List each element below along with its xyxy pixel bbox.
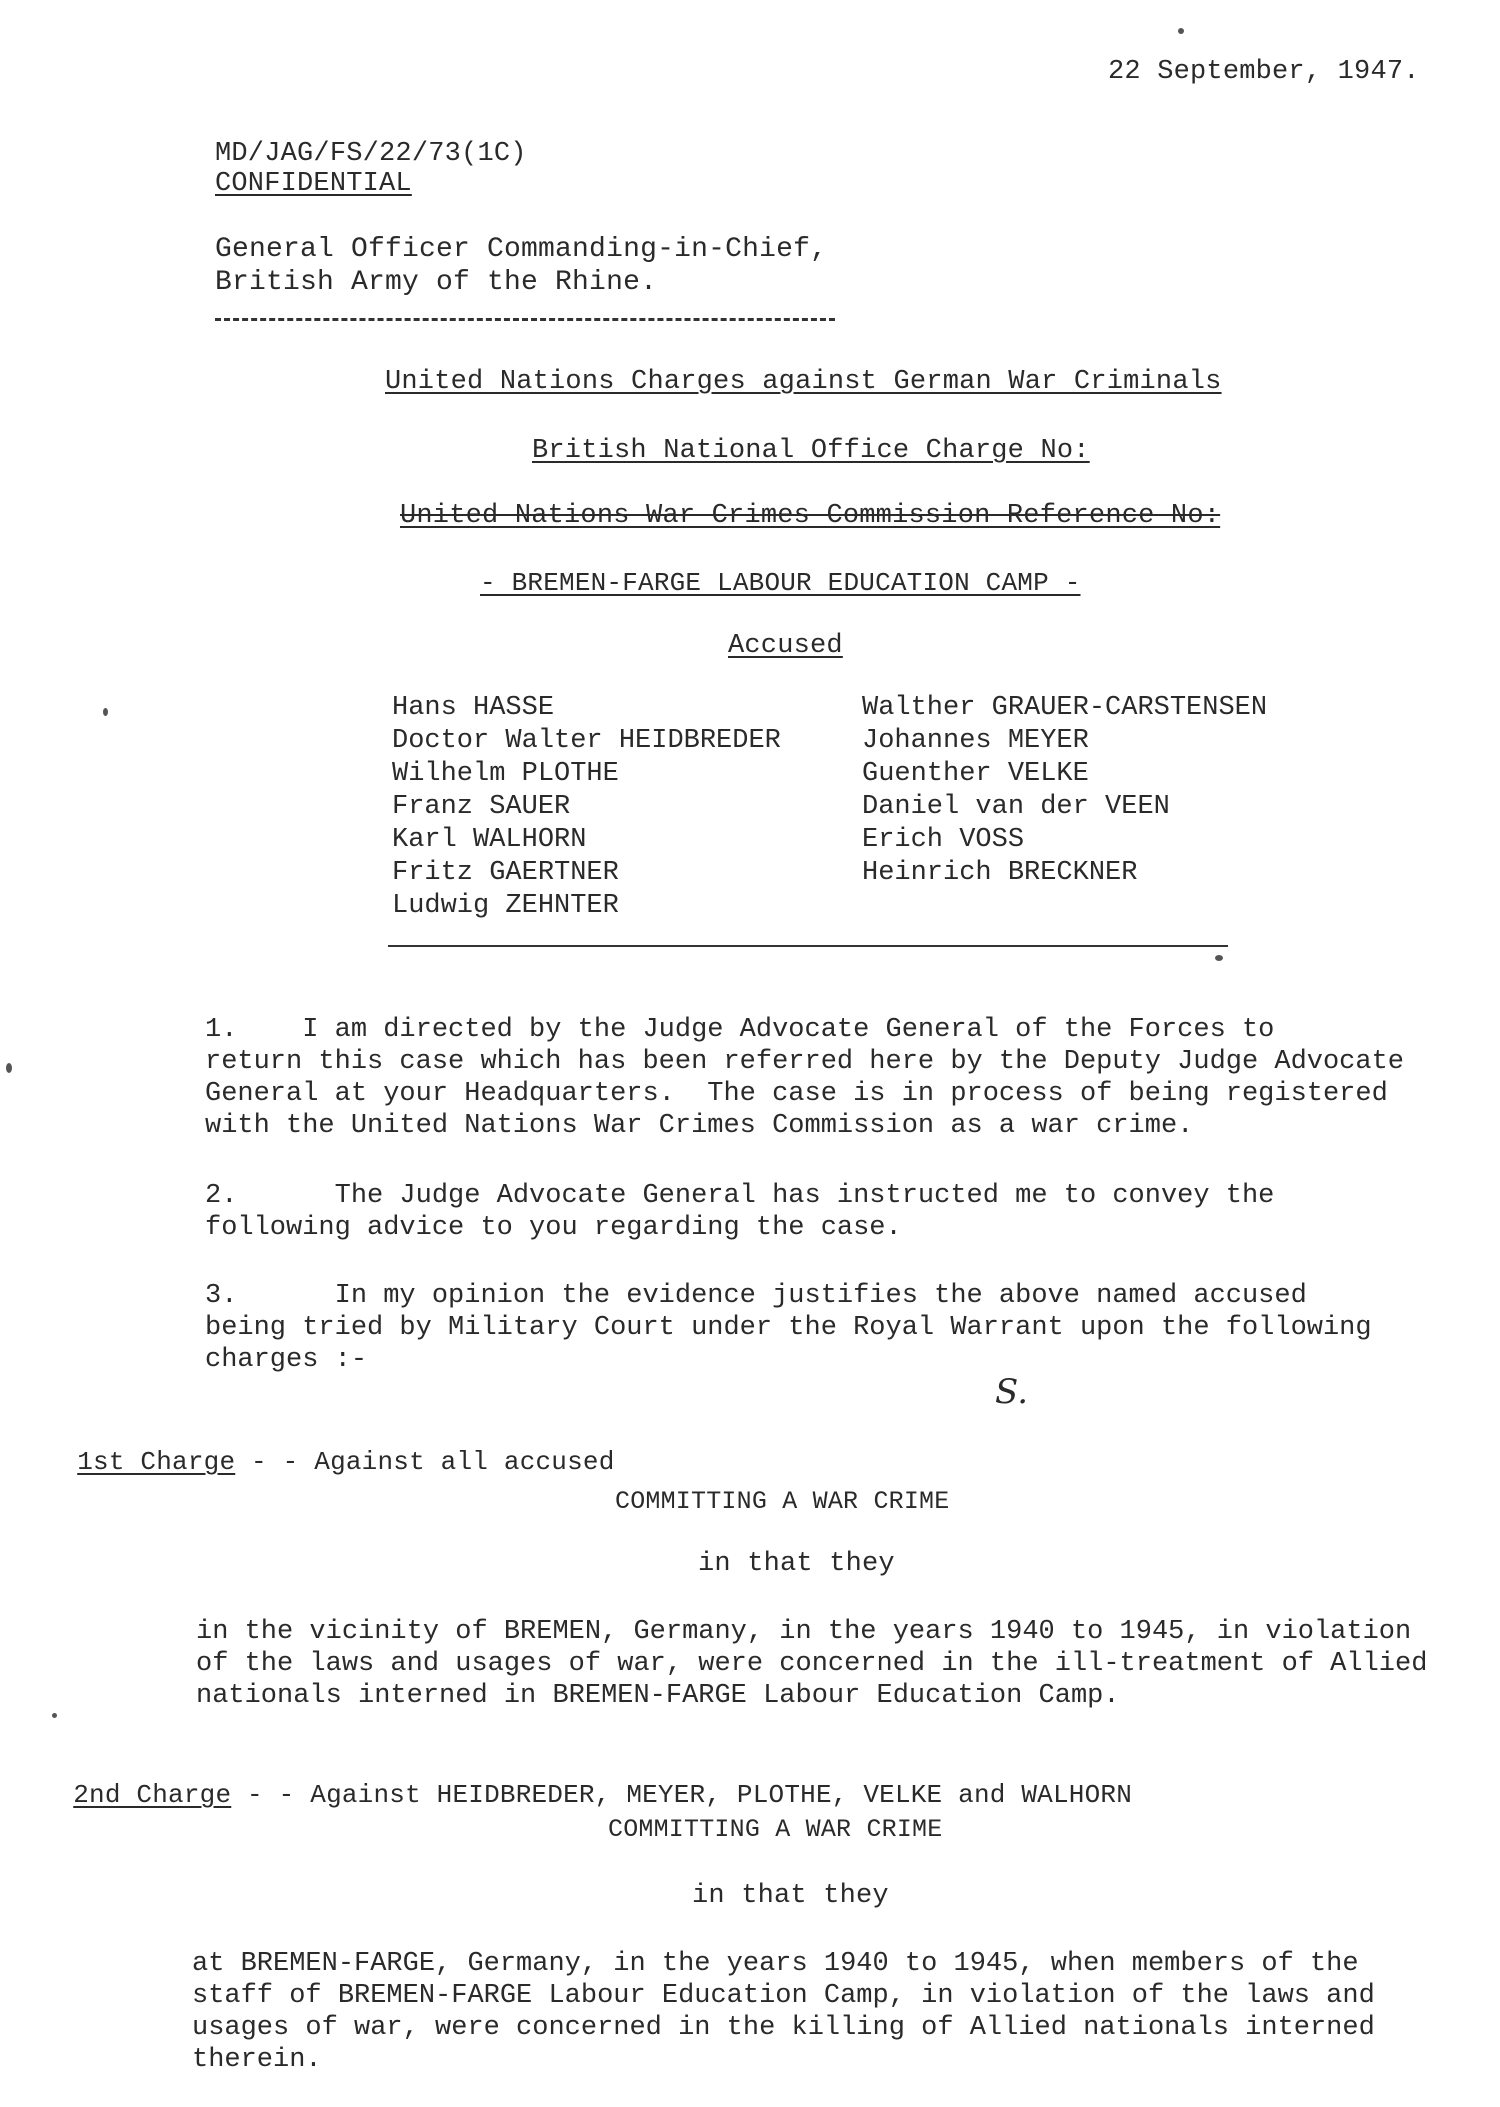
- charge-2-body: at BREMEN-FARGE, Germany, in the years 1940 to 1945, when members of the staff of BREMEN-FARGE Labour Education Camp, in violation of the laws and usages of war, were concerned in the killing of Allied nationals interned therein.: [192, 1949, 1375, 2075]
- heading-camp: - BREMEN-FARGE LABOUR EDUCATION CAMP -: [480, 568, 1081, 598]
- paragraph-1: 1. I am directed by the Judge Advocate General of the Forces to return this case which has been referred here by the Deputy Judge Advocate General at your Headquarters. The case is in process of being registered with the United Nations War Crimes Commission as a war crime.: [205, 1015, 1404, 1141]
- reference-number: MD/JAG/FS/22/73(1C): [215, 139, 527, 169]
- accused-name: Wilhelm PLOTHE: [392, 759, 619, 789]
- scan-speck: [6, 1063, 12, 1073]
- accused-name: Hans HASSE: [392, 693, 555, 723]
- charge-1-against: - - Against all accused: [235, 1447, 615, 1477]
- paragraph-3: 3. In my opinion the evidence justifies the above named accused being tried by Military Court under the Royal Warrant upon the following charges :-: [205, 1281, 1372, 1375]
- accused-name: Walther GRAUER-CARSTENSEN: [862, 693, 1268, 723]
- charge-1-in-that: in that they: [698, 1549, 895, 1579]
- charge-1-label: 1st Charge: [77, 1447, 236, 1477]
- classification-label: CONFIDENTIAL: [215, 169, 412, 199]
- accused-name: Johannes MEYER: [862, 726, 1089, 756]
- marginal-mark: S.: [995, 1372, 1029, 1412]
- accused-name: Daniel van der VEEN: [862, 792, 1170, 822]
- accused-name: Guenther VELKE: [862, 759, 1089, 789]
- charge-2-title: COMMITTING A WAR CRIME: [608, 1815, 943, 1844]
- charge-2-header: [10, 1747, 1132, 1843]
- heading-accused: Accused: [728, 631, 843, 661]
- accused-list-left: [392, 692, 781, 923]
- scan-speck: [103, 708, 108, 716]
- accused-name: Ludwig ZEHNTER: [392, 891, 619, 921]
- addressee-divider: [215, 318, 835, 321]
- heading-british-office: British National Office Charge No:: [532, 436, 1090, 466]
- accused-divider: [388, 945, 1228, 947]
- document-date: 22 September, 1947.: [1108, 57, 1420, 87]
- heading-unwcc-reference: United Nations War Crimes Commission Reference No:: [400, 501, 1221, 531]
- scan-speck: [52, 1713, 57, 1718]
- accused-name: Erich VOSS: [862, 825, 1025, 855]
- charge-1-header: [14, 1414, 615, 1510]
- accused-name: Franz SAUER: [392, 792, 571, 822]
- accused-list-right: [862, 692, 1267, 890]
- addressee-line-2: British Army of the Rhine.: [215, 267, 658, 298]
- charge-2-label: 2nd Charge: [73, 1780, 232, 1810]
- accused-name: Doctor Walter HEIDBREDER: [392, 726, 781, 756]
- scan-speck: [1178, 28, 1184, 34]
- addressee-line-1: General Officer Commanding-in-Chief,: [215, 234, 828, 265]
- accused-name: Karl WALHORN: [392, 825, 587, 855]
- paragraph-2: 2. The Judge Advocate General has instructed me to convey the following advice to you regarding the case.: [205, 1181, 1275, 1243]
- charge-2-in-that: in that they: [692, 1881, 889, 1911]
- accused-name: Fritz GAERTNER: [392, 858, 619, 888]
- charge-2-against: - - Against HEIDBREDER, MEYER, PLOTHE, VELKE and WALHORN: [231, 1780, 1132, 1810]
- charge-1-title: COMMITTING A WAR CRIME: [615, 1487, 950, 1516]
- heading-un-charges: United Nations Charges against German War Criminals: [385, 367, 1222, 397]
- charge-1-body: in the vicinity of BREMEN, Germany, in the years 1940 to 1945, in violation of the laws and usages of war, were concerned in the ill-treatment of Allied nationals interned in BREMEN-FARGE Labour Education Camp.: [196, 1617, 1428, 1711]
- scan-speck: [1215, 955, 1223, 961]
- accused-name: Heinrich BRECKNER: [862, 858, 1138, 888]
